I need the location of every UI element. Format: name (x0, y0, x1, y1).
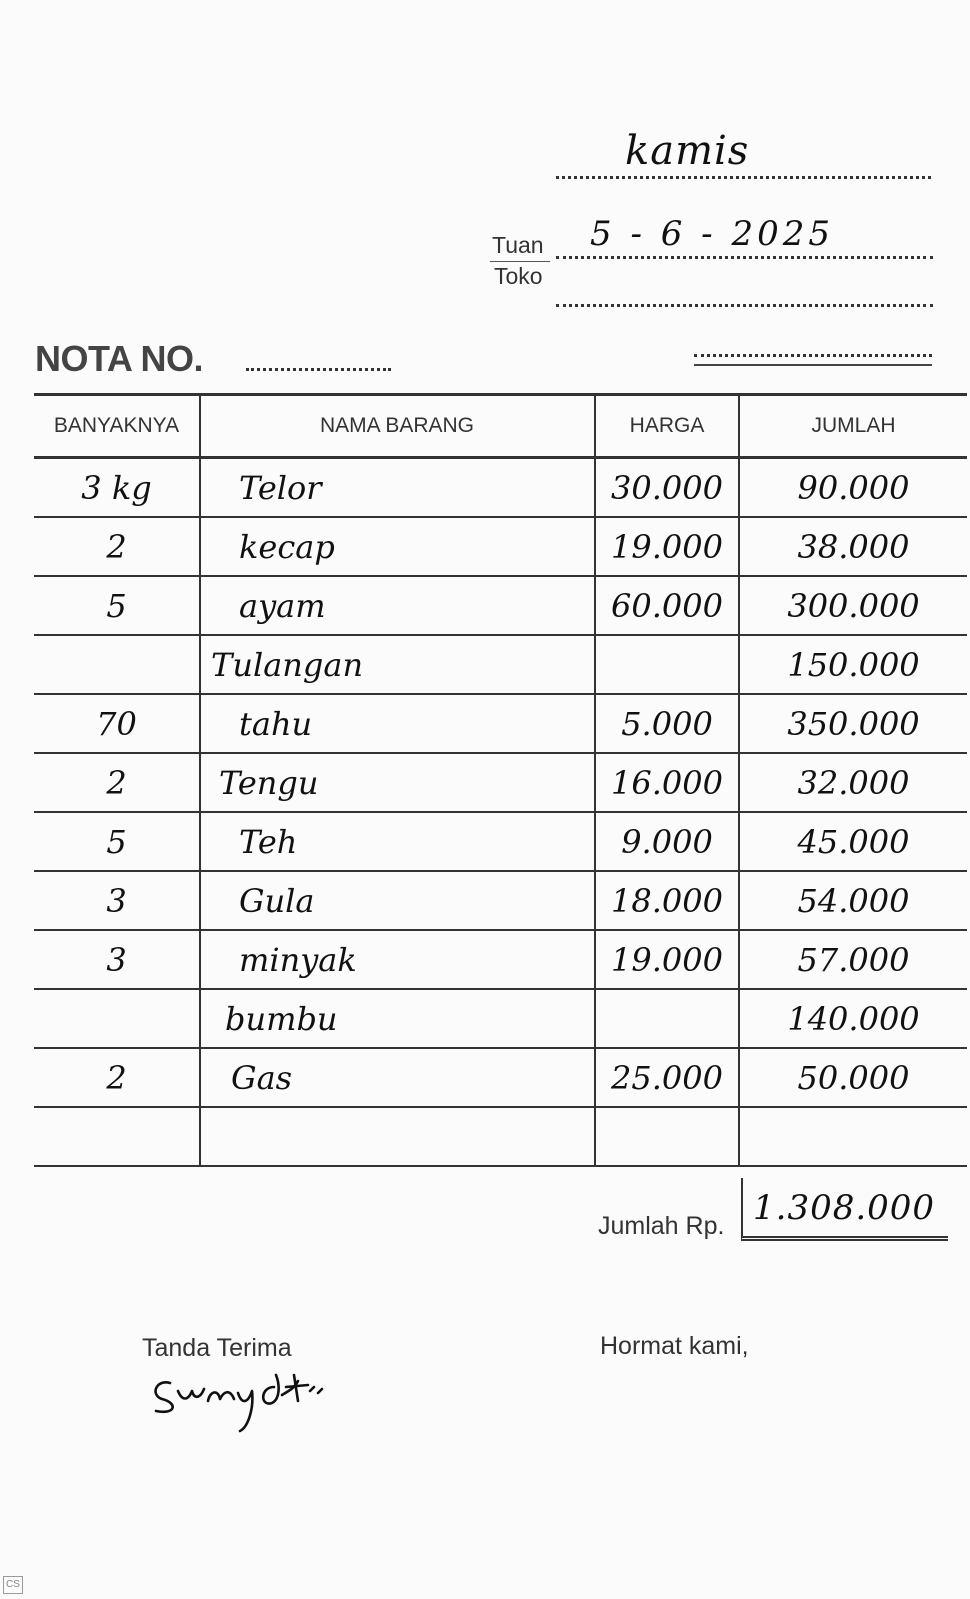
row-qty: 2 (34, 1048, 200, 1107)
row-qty: 5 (34, 812, 200, 871)
row-price: 9.000 (595, 812, 739, 871)
tuan-dotted-line (556, 256, 933, 259)
row-item: ayam (200, 576, 595, 635)
row-qty: 70 (34, 694, 200, 753)
date-handwritten: 5 - 6 - 2025 (590, 214, 834, 254)
row-price: 19.000 (595, 517, 739, 576)
nota-right-dotted-line (694, 354, 932, 357)
row-item: Tulangan (200, 635, 595, 694)
row-item: Gas (200, 1048, 595, 1107)
row-price: 25.000 (595, 1048, 739, 1107)
row-qty: 3 kg (34, 458, 200, 518)
row-total: 54.000 (739, 871, 967, 930)
row-total: 45.000 (739, 812, 967, 871)
tuan-label: Tuan (492, 232, 544, 258)
nota-title: NOTA NO. (35, 338, 203, 379)
row-qty: 3 (34, 871, 200, 930)
row-qty (34, 635, 200, 694)
row-qty: 2 (34, 517, 200, 576)
table-row (34, 576, 967, 635)
row-qty: 3 (34, 930, 200, 989)
table-row (34, 458, 967, 518)
row-item: Gula (200, 871, 595, 930)
row-item: minyak (200, 930, 595, 989)
total-box (741, 1178, 948, 1241)
row-total: 150.000 (739, 635, 967, 694)
row-price: 30.000 (595, 458, 739, 518)
row-qty (34, 989, 200, 1048)
table-row (34, 1107, 967, 1166)
total-label: Jumlah Rp. (598, 1212, 725, 1240)
nota-number-dotted-line (246, 368, 391, 371)
col-header-price: HARGA (595, 395, 739, 458)
table-row (34, 871, 967, 930)
col-header-total: JUMLAH (739, 395, 967, 458)
row-item: Telor (200, 458, 595, 518)
row-qty: 5 (34, 576, 200, 635)
row-total: 50.000 (739, 1048, 967, 1107)
row-item (200, 1107, 595, 1166)
row-price: 19.000 (595, 930, 739, 989)
items-table (34, 393, 967, 1167)
row-qty: 2 (34, 753, 200, 812)
table-row (34, 930, 967, 989)
scanner-badge: CS (3, 1576, 23, 1594)
table-row (34, 694, 967, 753)
row-price (595, 989, 739, 1048)
signature-drawing (148, 1365, 338, 1440)
row-total: 300.000 (739, 576, 967, 635)
row-total: 140.000 (739, 989, 967, 1048)
tuan-toko-divider (490, 261, 550, 262)
regards-label: Hormat kami, (600, 1332, 749, 1360)
row-total: 90.000 (739, 458, 967, 518)
row-price (595, 635, 739, 694)
received-label: Tanda Terima (142, 1334, 292, 1362)
table-row (34, 812, 967, 871)
row-qty (34, 1107, 200, 1166)
row-item: bumbu (200, 989, 595, 1048)
col-header-item: NAMA BARANG (200, 395, 595, 458)
table-row (34, 753, 967, 812)
row-price: 18.000 (595, 871, 739, 930)
row-price (595, 1107, 739, 1166)
row-item: Tengu (200, 753, 595, 812)
row-item: tahu (200, 694, 595, 753)
day-handwritten: kamis (625, 128, 750, 174)
row-total: 32.000 (739, 753, 967, 812)
table-row (34, 635, 967, 694)
table-row (34, 1048, 967, 1107)
row-total: 57.000 (739, 930, 967, 989)
nota-right-rule (694, 364, 932, 366)
toko-dotted-line (556, 304, 933, 307)
row-total: 38.000 (739, 517, 967, 576)
table-row (34, 989, 967, 1048)
row-total (739, 1107, 967, 1166)
table-header-row (34, 395, 967, 458)
row-price: 16.000 (595, 753, 739, 812)
row-item: kecap (200, 517, 595, 576)
row-price: 60.000 (595, 576, 739, 635)
row-item: Teh (200, 812, 595, 871)
toko-label: Toko (494, 263, 543, 289)
day-dotted-line (556, 176, 931, 179)
table-row (34, 517, 967, 576)
total-value: 1.308.000 (753, 1188, 936, 1228)
row-total: 350.000 (739, 694, 967, 753)
row-price: 5.000 (595, 694, 739, 753)
col-header-qty: BANYAKNYA (34, 395, 200, 458)
